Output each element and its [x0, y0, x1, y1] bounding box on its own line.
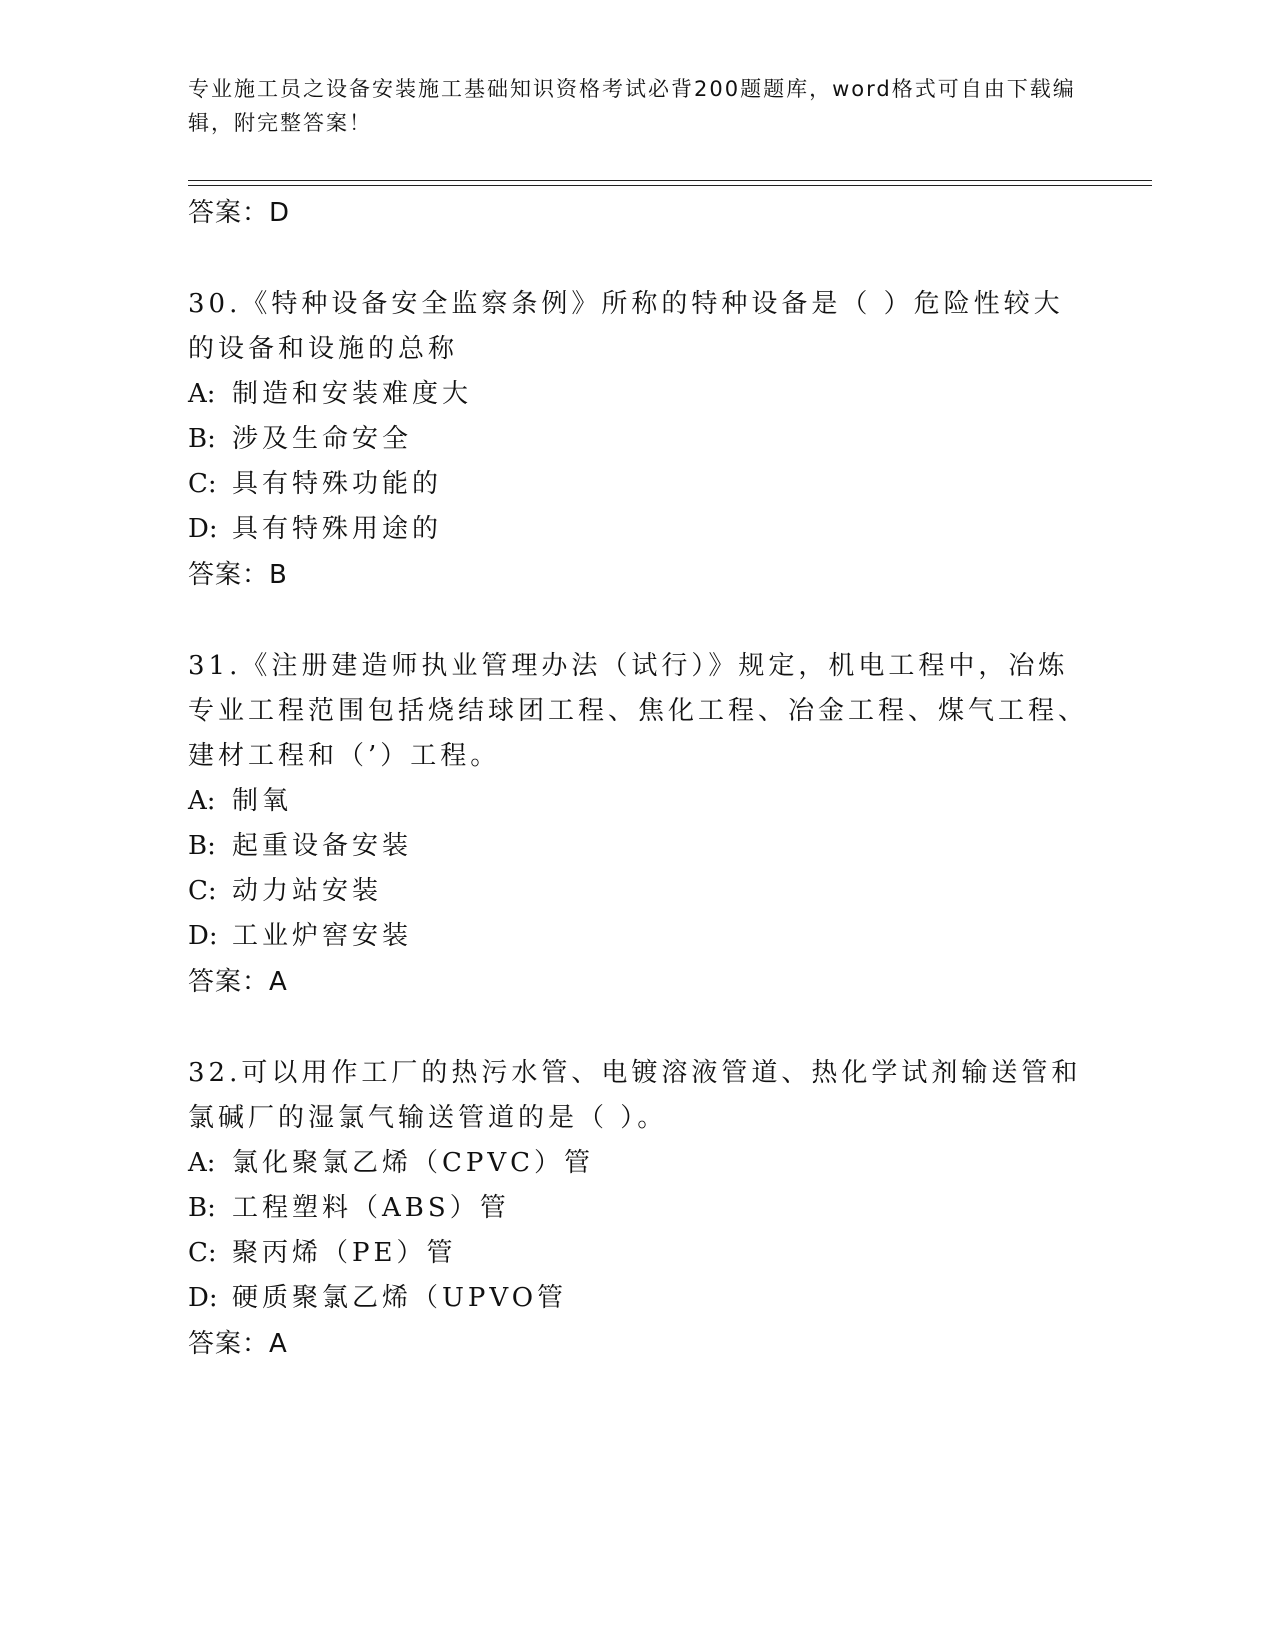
question-31 — [188, 644, 1088, 1005]
option-key: C: — [188, 469, 217, 499]
option-text: 制造和安装难度大 — [232, 379, 473, 409]
option-text: 动力站安装 — [232, 876, 383, 906]
option-a — [188, 372, 1088, 417]
answer-line: 答案：A — [188, 1329, 288, 1359]
option-c — [188, 462, 1088, 507]
question-32 — [188, 1051, 1088, 1367]
option-text: 涉及生命安全 — [232, 424, 413, 454]
header-divider-top — [188, 180, 1152, 181]
option-b — [188, 1186, 1088, 1231]
option-key: C: — [188, 876, 217, 906]
option-c — [188, 869, 1088, 914]
header-divider-bottom — [188, 185, 1152, 186]
option-b — [188, 417, 1088, 462]
option-b — [188, 824, 1088, 869]
option-text: 具有特殊用途的 — [232, 514, 443, 544]
previous-answer: 答案：D — [188, 198, 291, 228]
option-text: 具有特殊功能的 — [232, 469, 443, 499]
option-key: A: — [188, 1148, 216, 1178]
option-text: 工程塑料（ABS）管 — [232, 1193, 510, 1223]
option-key: C: — [188, 1238, 217, 1268]
option-text: 硬质聚氯乙烯（UPVO管 — [232, 1283, 568, 1313]
option-key: D: — [188, 514, 218, 544]
option-text: 聚丙烯（PE）管 — [232, 1238, 457, 1268]
option-text: 工业炉窖安装 — [232, 921, 413, 951]
question-text: 32.可以用作工厂的热污水管、电镀溶液管道、热化学试剂输送管和氯碱厂的湿氯气输送管道的是（ ）。 — [188, 1058, 1082, 1133]
question-text: 30.《特种设备安全监察条例》所称的特种设备是（ ）危险性较大的设备和设施的总称 — [188, 289, 1064, 364]
question-30 — [188, 282, 1088, 598]
document-header: 专业施工员之设备安装施工基础知识资格考试必背200题题库，word格式可自由下载编辑，附完整答案！ — [188, 77, 1076, 135]
option-text: 制氧 — [232, 786, 293, 816]
option-key: B: — [188, 424, 216, 454]
option-key: A: — [188, 786, 216, 816]
option-key: B: — [188, 1193, 216, 1223]
option-d — [188, 507, 1088, 552]
option-text: 氯化聚氯乙烯（CPVC）管 — [232, 1148, 595, 1178]
answer-line: 答案：B — [188, 560, 288, 590]
option-d — [188, 914, 1088, 959]
option-c — [188, 1231, 1088, 1276]
option-a — [188, 779, 1088, 824]
question-list — [188, 190, 1088, 1367]
option-key: D: — [188, 1283, 218, 1313]
question-text: 31.《注册建造师执业管理办法（试行）》规定，机电工程中，冶炼专业工程范围包括烧结球团工程、焦化工程、冶金工程、煤气工程、建材工程和（’）工程。 — [188, 651, 1089, 771]
option-text: 起重设备安装 — [232, 831, 413, 861]
option-a — [188, 1141, 1088, 1186]
option-key: B: — [188, 831, 216, 861]
option-key: D: — [188, 921, 218, 951]
option-d — [188, 1276, 1088, 1321]
option-key: A: — [188, 379, 216, 409]
answer-line: 答案：A — [188, 967, 288, 997]
